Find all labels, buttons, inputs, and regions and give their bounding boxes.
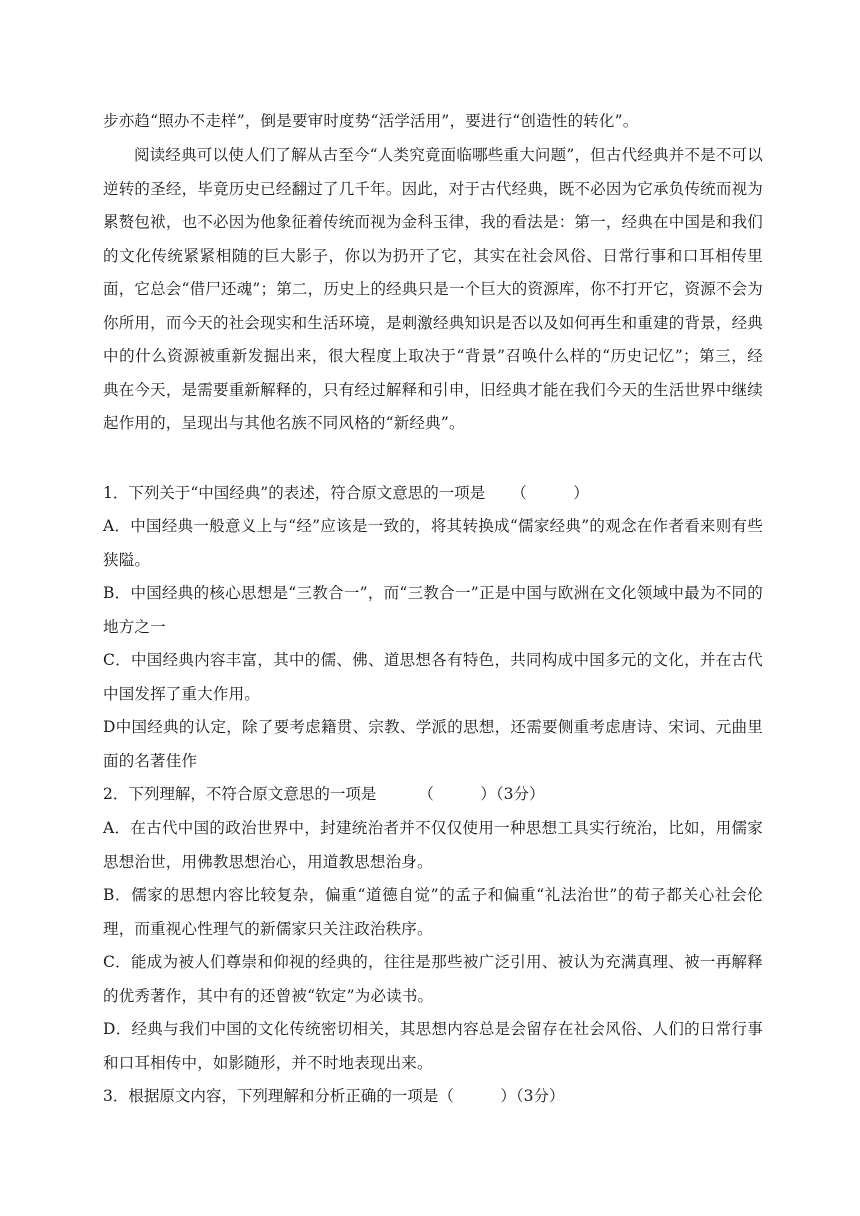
question-1-option-c: C．中国经典内容丰富，其中的儒、佛、道思想各有特色，共同构成中国多元的文化，并在古代中国发挥了重大作用。	[103, 651, 763, 703]
question-score: （3分）	[515, 1087, 565, 1105]
question-2-option-d: D．经典与我们中国的文化传统密切相关，其思想内容总是会留存在社会风俗、人们的日常行事和口耳相传中，如影随形，并不时地表现出来。	[103, 1020, 763, 1072]
question-2-option-a: A．在古代中国的政治世界中，封建统治者并不仅仅使用一种思想工具实行统治，比如，用儒家思想治世，用佛教思想治心，用道教思想治身。	[103, 819, 763, 871]
passage-paragraph-1-tail: 步亦趋“照办不走样”，倒是要审时度势“活学活用”，要进行“创造性的转化”。	[103, 112, 639, 130]
question-2-option-c: C．能成为被人们尊崇和仰视的经典的，往往是那些被广泛引用、被认为充满真理、被一再解释的优秀著作，其中有的还曾被“钦定”为必读书。	[103, 953, 763, 1005]
question-1-option-d: D中国经典的认定，除了要考虑籍贯、宗教、学派的思想，还需要侧重考虑唐诗、宋词、元曲里面的名著佳作	[103, 718, 763, 770]
question-stem-text: 2．下列理解，不符合原文意思的一项是	[103, 785, 377, 803]
question-1-option-a: A．中国经典一般意义上与“经”应该是一致的，将其转换成“儒家经典”的观念在作者看来则有些狭隘。	[103, 517, 763, 569]
question-3-stem	[103, 1080, 763, 1114]
question-1-option-b: B．中国经典的核心思想是“三教合一”，而“三教合一”正是中国与欧洲在文化领域中最为不同的地方之一	[103, 584, 763, 636]
question-2-option-b: B．儒家的思想内容比较复杂，偏重“道德自觉”的孟子和偏重“礼法治世”的荀子都关心社会伦理，而重视心性理气的新儒家只关注政治秩序。	[103, 886, 763, 938]
answer-blank: （ ）	[418, 785, 496, 803]
answer-blank: （ ）	[438, 1087, 516, 1105]
question-score: （3分）	[495, 785, 545, 803]
answer-blank: （ ）	[511, 484, 589, 502]
question-stem-text: 3．根据原文内容，下列理解和分析正确的一项是	[103, 1087, 439, 1105]
question-stem-text: 1．下列关于“中国经典”的表述，符合原文意思的一项是	[103, 484, 486, 502]
passage-paragraph-2: 阅读经典可以使人们了解从古至今“人类究竟面临哪些重大问题”，但古代经典并不是不可以逆转的圣经，毕竟历史已经翻过了几千年。因此，对于古代经典，既不必因为它承负传统而视为累赘包袱，也不必因为他象征着传统而视为金科玉律，我的看法是：第一，经典在中国是和我们的文化传统紧紧相随的巨大影子，你以为扔开了它，其实在社会风俗、日常行事和口耳相传里面，它总会“借尸还魂”；第二，历史上的经典只是一个巨大的资源库，你不打开它，资源不会为你所用，而今天的社会现实和生活环境，是刺激经典知识是否以及如何再生和重建的背景，经典中的什么资源被重新发掘出来，很大程度上取决于“背景”召唤什么样的“历史记忆”；第三，经典在今天，是需要重新解释的，只有经过解释和引申，旧经典才能在我们今天的生活世界中继续起作用的，呈现出与其他名族不同风格的“新经典”。	[103, 146, 763, 432]
question-2-stem	[103, 778, 763, 812]
question-1-stem	[103, 477, 763, 511]
